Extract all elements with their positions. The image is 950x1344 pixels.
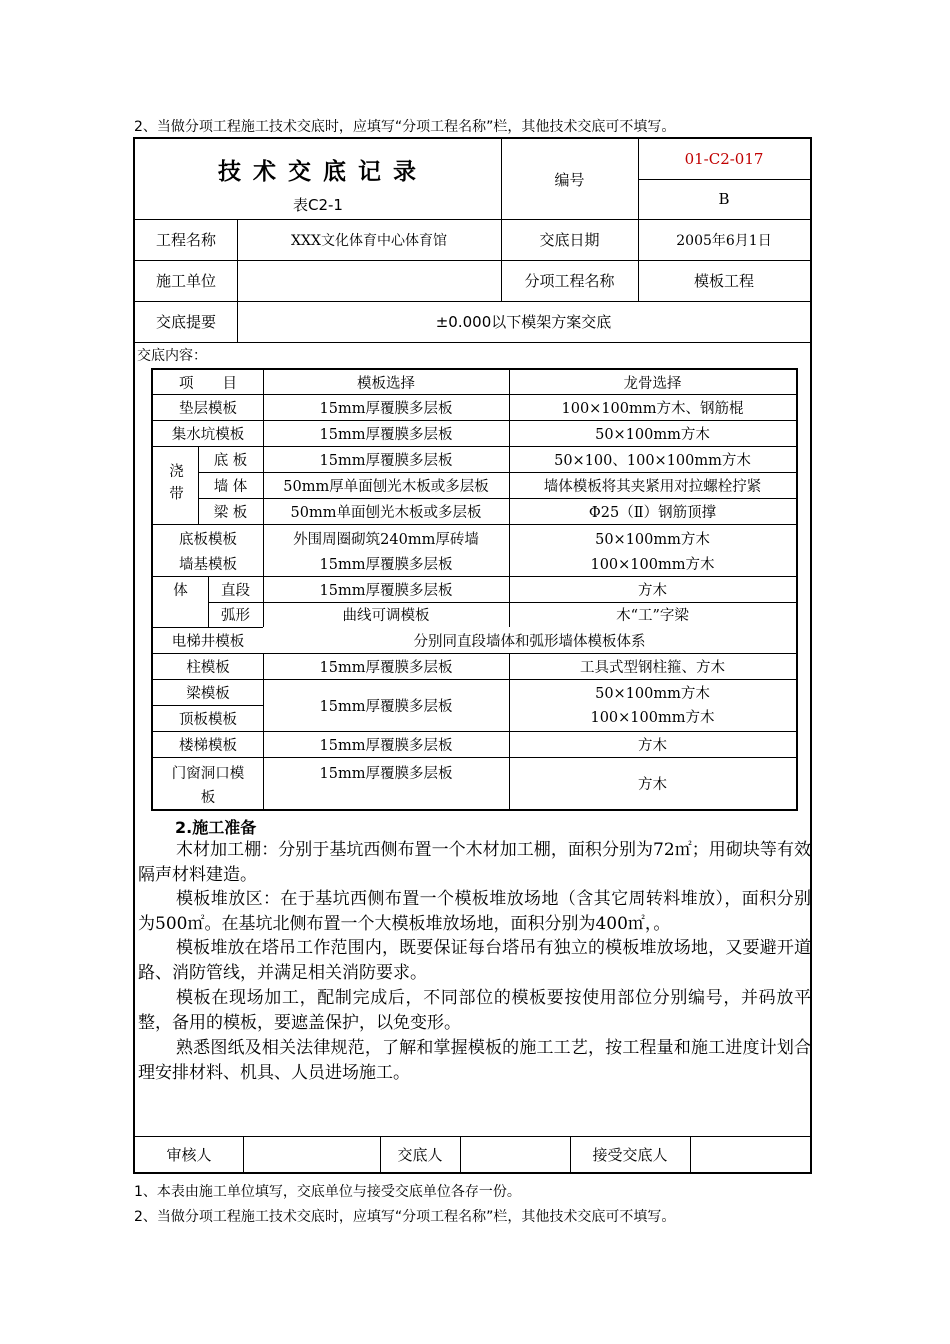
summary-label: 交底提要 [155, 313, 216, 331]
row1-form: 15mm厚覆膜多层板 [319, 400, 453, 417]
reviewer-label: 审核人 [166, 1145, 212, 1164]
row8-item: 直段 [221, 582, 250, 599]
row15-keel: 方木 [638, 776, 667, 793]
row6-item: 底板模板 [179, 531, 237, 548]
unit-label: 施工单位 [155, 272, 216, 290]
row11-keel: 工具式型钢柱箍、方木 [580, 659, 725, 676]
footer-note-2: 2、当做分项工程施工技术交底时，应填写“分项工程名称”栏，其他技术交底可不填写。 [134, 1209, 676, 1225]
paragraph-3: 模板堆放在塔吊工作范围内，既要保证每台塔吊有独立的模板堆放场地，又要避开道路、消防管线，并满足相关消防要求。 [138, 938, 811, 983]
discloser-value [460, 1136, 570, 1172]
row14-item: 楼梯模板 [179, 737, 237, 754]
col-form-header: 模板选择 [357, 375, 415, 392]
discloser-label: 交底人 [397, 1145, 443, 1164]
reviewer-value [243, 1136, 380, 1172]
row5-item: 梁 板 [213, 504, 248, 521]
date-label: 交底日期 [539, 231, 600, 249]
row13-keel: 100×100mm方木 [590, 710, 715, 726]
row2-form: 15mm厚覆膜多层板 [319, 426, 453, 443]
number-sub: B [718, 190, 730, 208]
row8-form: 15mm厚覆膜多层板 [319, 582, 453, 599]
disclosure-form [133, 137, 812, 1174]
content-label: 交底内容： [137, 348, 207, 364]
row10-item: 电梯井模板 [171, 633, 245, 650]
row2-item: 集水坑模板 [171, 426, 245, 443]
row3-keel: 50×100、100×100mm方木 [554, 452, 751, 469]
row6-keel: 50×100mm方木 [595, 531, 710, 548]
subproject-label: 分项工程名称 [524, 272, 615, 290]
footer-note-1: 1、本表由施工单位填写，交底单位与接受交底单位各存一份。 [134, 1184, 521, 1200]
row5-keel: Φ25（Ⅱ）钢筋顶撑 [588, 504, 717, 521]
row4-keel: 墙体模板将其夹紧用对拉螺栓拧紧 [543, 478, 762, 495]
col-item-header: 项 目 [179, 375, 237, 392]
form-title: 技 术 交 底 记 录 [217, 158, 419, 185]
row14-keel: 方木 [638, 737, 667, 754]
row3-form: 15mm厚覆膜多层板 [319, 452, 453, 469]
row14-form: 15mm厚覆膜多层板 [319, 737, 453, 754]
row7-keel: 100×100mm方木 [590, 556, 715, 573]
row3-item: 底 板 [213, 452, 248, 469]
col-keel-header: 龙骨选择 [623, 375, 682, 392]
row15-item-line1: 门窗洞口模 [171, 765, 245, 782]
row9-keel: 木“工”字梁 [616, 608, 689, 624]
paragraph-1: 木材加工棚：分别于基坑西侧布置一个木材加工棚，面积分别为72㎡；用砌块等有效隔声材料建造。 [138, 840, 811, 885]
form-code: 表C2-1 [293, 195, 343, 214]
date-value: 2005年6月1日 [676, 232, 772, 249]
row2-keel: 50×100mm方木 [595, 426, 710, 443]
row15-form: 15mm厚覆膜多层板 [319, 765, 453, 782]
row11-form: 15mm厚覆膜多层板 [319, 659, 453, 676]
receiver-label: 接受交底人 [592, 1145, 668, 1164]
formwork-table [151, 368, 798, 811]
row7-item: 墙基模板 [179, 556, 237, 573]
paragraph-4: 模板在现场加工，配制完成后，不同部位的模板要按使用部位分别编号，并码放平整，备用的模板，要遮盖保护，以免变形。 [138, 988, 811, 1033]
pour-strip-group: 浇带 [167, 462, 183, 508]
row8-keel: 方木 [638, 582, 667, 599]
row1-item: 垫层模板 [179, 400, 237, 417]
row12-item: 梁模板 [186, 685, 230, 702]
receiver-value [690, 1136, 810, 1172]
number-label: 编号 [554, 170, 585, 189]
row4-form: 50mm厚单面刨光木板或多层板 [283, 478, 489, 495]
row12-13-form: 15mm厚覆膜多层板 [319, 698, 453, 715]
unit-value [237, 260, 501, 301]
section-heading: 2.施工准备 [175, 817, 257, 837]
row12-keel: 50×100mm方木 [595, 686, 710, 702]
paragraph-2: 模板堆放区：在于基坑西侧布置一个模板堆放场地（含其它周转料堆放），面积分别为500㎡。在基坑北侧布置一个大模板堆放场地，面积分别为400㎡，。 [138, 889, 811, 934]
row7-form: 15mm厚覆膜多层板 [319, 556, 453, 573]
row15-item-line2: 板 [200, 789, 216, 806]
row10-merged: 分别同直段墙体和弧形墙体模板体系 [263, 627, 796, 653]
paragraph-5: 熟悉图纸及相关法律规范，了解和掌握模板的施工工艺，按工程量和施工进度计划合理安排材料、机具、人员进场施工。 [138, 1038, 811, 1083]
wall-group: 体 [173, 582, 188, 599]
summary-value: ±0.000以下模架方案交底 [435, 313, 612, 331]
subproject-value: 模板工程 [693, 272, 754, 290]
row6-form: 外围周圈砌筑240mm厚砖墙 [293, 531, 479, 548]
row1-keel: 100×100mm方木、钢筋棍 [561, 400, 744, 417]
row9-form: 曲线可调模板 [342, 608, 430, 624]
top-note: 2、当做分项工程施工技术交底时，应填写“分项工程名称”栏，其他技术交底可不填写。 [134, 119, 676, 135]
row11-item: 柱模板 [186, 659, 230, 676]
row4-item: 墙 体 [213, 478, 248, 495]
project-value: XXX文化体育中心体育馆 [291, 232, 447, 249]
row5-form: 50mm单面刨光木板或多层板 [290, 504, 482, 521]
row9-item: 弧形 [221, 608, 250, 624]
number-value: 01-C2-017 [684, 150, 764, 168]
row13-item: 顶板模板 [179, 711, 237, 728]
project-label: 工程名称 [155, 231, 216, 249]
